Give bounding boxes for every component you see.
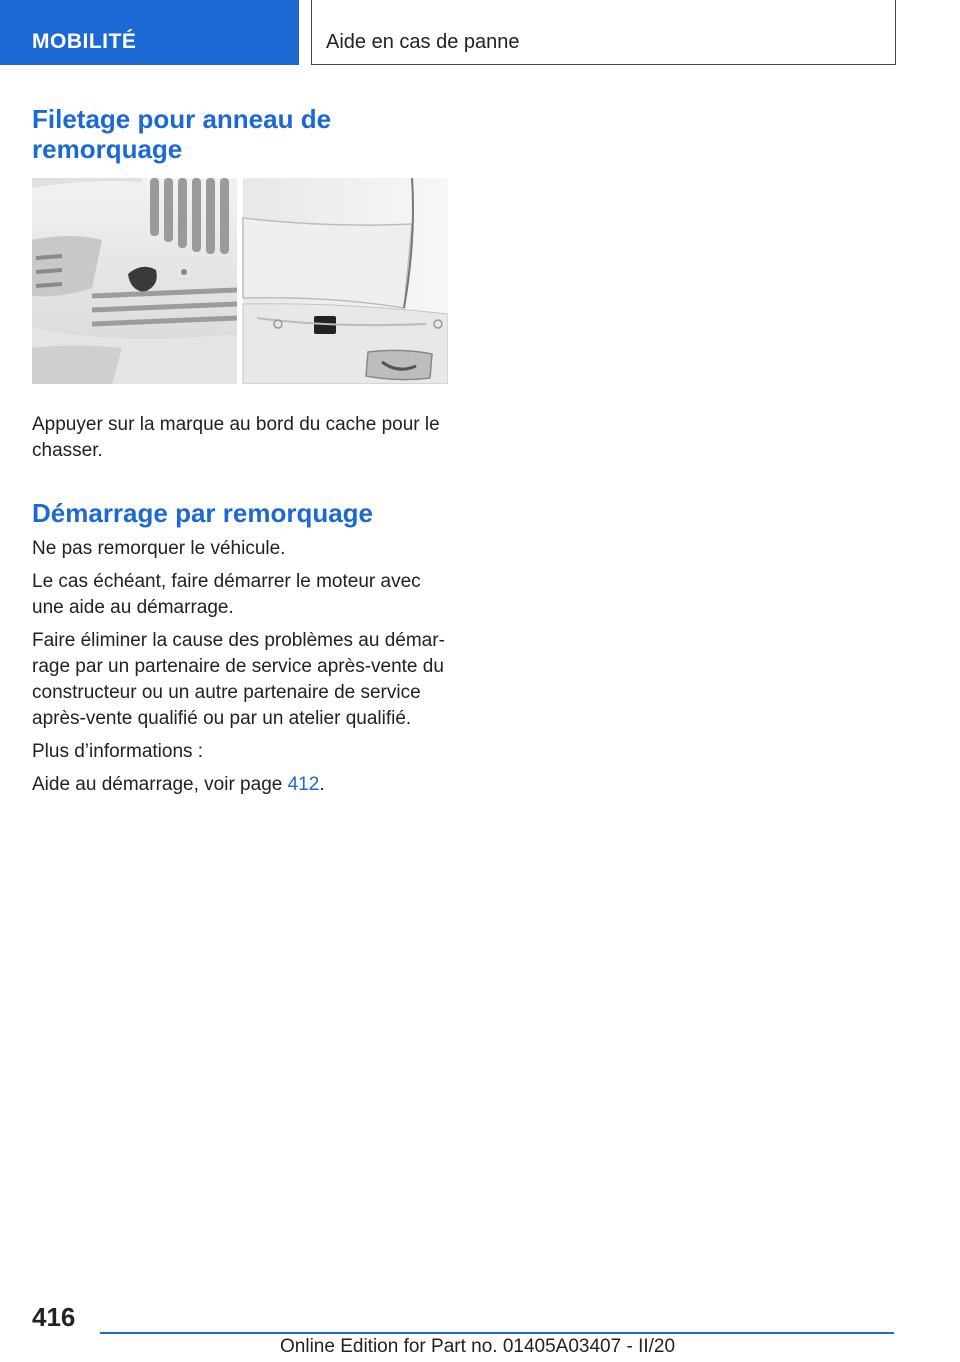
header-chapter-box xyxy=(311,0,896,65)
header-section-label: MOBILITÉ xyxy=(32,30,137,53)
paragraph-more-info: Plus d’informations : xyxy=(32,741,204,762)
page-number: 416 xyxy=(32,1302,76,1332)
towing-eye-thread-image xyxy=(32,178,448,384)
figure-caption xyxy=(32,412,448,464)
section-title-towing-thread xyxy=(32,104,448,164)
header-section-tab xyxy=(0,0,299,65)
page-link-412[interactable]: 412 xyxy=(287,774,320,795)
header-chapter-label: Aide en cas de panne xyxy=(326,31,520,53)
footer-edition: Online Edition for Part no. 01405A03407 - II/20 xyxy=(280,1336,676,1357)
section-tow-start xyxy=(32,498,448,798)
section-title-tow-start: Démarrage par remorquage xyxy=(32,498,374,528)
figure-caption-text: Appuyer sur la marque au bord du cache pour le chasser. xyxy=(32,414,440,461)
paragraph-no-tow: Ne pas remorquer le véhicule. xyxy=(32,538,286,559)
footer-divider xyxy=(100,1332,894,1334)
paragraph-jump-start: Le cas échéant, faire démarrer le moteur avec une aide au démarrage. xyxy=(32,571,421,618)
paragraph-service: Faire éliminer la cause des problèmes au démarrage par un partenaire de service après-vente du constructeur ou un autre partenaire de service après-vente qualifié ou par un atelier qualifié. xyxy=(32,630,445,729)
paragraph-see-page: Aide au démarrage, voir page 412. xyxy=(32,774,325,795)
section-title: Filetage pour anneau de remorquage xyxy=(32,104,332,164)
